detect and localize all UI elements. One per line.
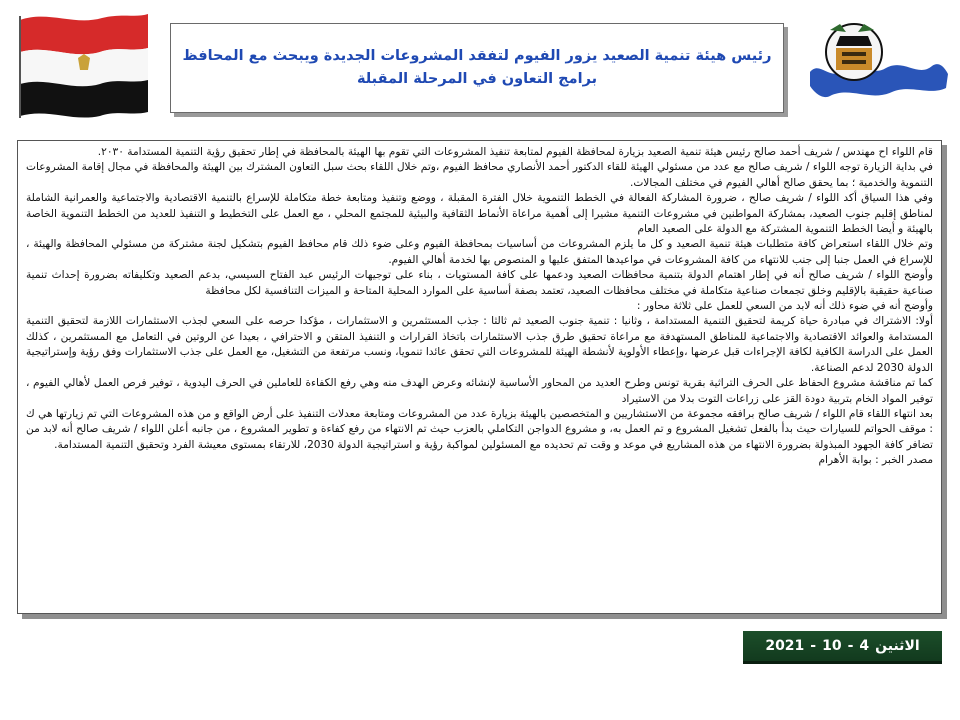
headline: رئيس هيئة تنمية الصعيد يزور الفيوم لتفقد المشروعات الجديدة ويبحث مع المحافظ برامج التعاون في المرحلة المقبلة: [182, 48, 772, 87]
article-paragraph: وأوضح أنه في ضوء ذلك أنه لابد من السعي للعمل على ثلاثة محاور :: [636, 300, 933, 313]
article-paragraph: وفي هذا السياق أكد اللواء / شريف صالح ، ضرورة المشاركة الفعالة في الخطط التنموية خلال الفترة المقبلة ، ووضع وتنفيذ ومتابعة خطة متكاملة للإسراع بالتنمية الاقتصادية والاجتماعية والعمرانية الشاملة لمناطق إقليم جنوب الصعيد، بمشاركة المواطنين في مشروعات التنمية مشيرا إلى أهمية مراعاة الأنماط الثقافية والبيئية للمجتمع المحلي ، مع العمل على التخطيط و التنفيذ للعديد من الخطط التنموية الخاصة بالهيئة و أيضا الخطط التنموية المشتركة مع الدولة على الصعيد العام: [26, 192, 933, 236]
article-paragraph: في بداية الزيارة توجه اللواء / شريف صالح مع عدد من مسئولي الهيئة للقاء الدكتور أحمد الأنصاري محافظ الفيوم ،وتم خلال اللقاء بحث سبل التعاون المشترك بين الهيئة والمحافظة في مجال إقامة المشروعات التنموية والخدمية ؛ بما يحقق صالح أهالي الفيوم في مختلف المجالات.: [26, 161, 933, 189]
day-name: الاثنين: [875, 638, 920, 654]
article-source: مصدر الخبر : بوابة الأهرام: [818, 454, 933, 467]
headline-box: [170, 23, 784, 113]
date-year: 2021: [765, 638, 805, 654]
article-paragraph: بعد انتهاء اللقاء قام اللواء / شريف صالح برافقه مجموعة من الاستشاريين و المتخصصين بالهيئة بزيارة عدد من المشروعات ومتابعة معدلات التنفيذ على أرض الواقع و من هذه المشروعات التي تم زيارتها هي ك : موقف الحواتم للسيارات حيث بدأ بالفعل تشغيل المشروع و تم العمل به، و مشروع الدواجن التكاملي بالعزب حيث تم الانتهاء من رفع كفاءة و تطوير المشروع ، من جانبه أعلن اللواء / شريف صالح أنه لابد من تضافر كافة الجهود المبذولة بضرورة الانتهاء من هذه المشاريع في موعد و وقت تم تحديده مع المسئولين لمواكبة رؤية و استراتيجية الدولة 2030، للارتقاء بمستوى معيشة الفرد وتحقيق التنمية المستدامة.: [26, 407, 933, 451]
article-body: [18, 141, 941, 469]
date-separator: -: [810, 638, 817, 654]
date-separator: -: [847, 638, 854, 654]
article-paragraph: وتم خلال اللقاء استعراض كافة متطلبات هيئة تنمية الصعيد و كل ما يلزم المشروعات من أساسيات بمحافظة الفيوم وعلى ضوء ذلك قام محافظ الفيوم بتشكيل لجنة مشتركة من مسئولي المحافظة والهيئة ، للإسراع في العمل جنبا إلى جنب للانتهاء من كافة المشروعات في مواعيدها المتفق عليها و المنصوص بها لخدمة أهالي الفيوم.: [26, 238, 933, 266]
date-day: 4: [859, 638, 870, 654]
date-month: 10: [822, 638, 842, 654]
article-paragraph: قام اللواء اح مهندس / شريف أحمد صالح رئيس هيئة تنمية الصعيد بزيارة لمحافظة الفيوم لمتابعة تنفيذ المشروعات التي تقوم بها الهيئة بالمحافظة في إطار تحقيق رؤية التنمية المستدامة ٢٠٣٠.: [97, 146, 933, 158]
article-box: [17, 140, 942, 614]
article-paragraph: أولا: الاشتراك في مبادرة حياة كريمة لتحقيق التنمية المستدامة ، وثانيا : تنمية جنوب الصعيد ثم ثالثا : جذب المستثمرين و الاستثمارات ، مؤكدا حرصه على السعي لجذب الاستثمارات اللازمة لتحقيق التنمية المستدامة والعوائد الاقتصادية والاجتماعية للمناطق المستهدفة مع مراعاة تحقيق طرق جذب الاستثمارات باتخاذ القرارات و التنفيذ المتقن و الاحترافي ، بعيدا عن الروتين في التعامل مع المستثمرين ، كذلك العمل على الدراسة الكافية لكافة الإجراءات قبل عرضها ،وإعطاء الأولوية لأنشطة الهيئة للمشروعات التي تحقق عائدا تنمويا، ونسب مرتفعة من التشغيل، مع العمل على جذب الاستثمارات وفق رؤية وإستراتيجية الدولة 2030 لدعم الصناعة.: [26, 315, 933, 374]
egypt-flag-image: [14, 8, 154, 118]
article-paragraph: وأوضح اللواء / شريف صالح أنه في إطار اهتمام الدولة بتنمية محافظات الصعيد ودعمها على كافة المستويات ، بناء على توجيهات الرئيس عبد الفتاح السيسي، بدعم الصعيد وتكليفاته بضرورة إحداث تنمية صناعية حقيقية بالإقليم وخلق تجمعات صناعية متكاملة في مختلف محافظات الصعيد، تعتمد بصفة أساسية على الموارد المحلية المتاحة و الميزات التنافسية لكل محافظة: [26, 269, 933, 297]
fayoum-governorate-logo: [800, 12, 952, 112]
date-bar: [743, 631, 942, 664]
article-paragraph: كما تم مناقشة مشروع الحفاظ على الحرف التراثية بقرية تونس وطرح العديد من المحاور الأساسية لإنشائه وعرض الهدف منه وهي رفع الكفاءة للعاملين في الحرف اليدوية ، توفير فرص العمل لأهالي الفيوم ، توفير المواد الخام بتربية دودة القز على زراعات التوت بدلا من الاستيراد: [26, 377, 933, 405]
